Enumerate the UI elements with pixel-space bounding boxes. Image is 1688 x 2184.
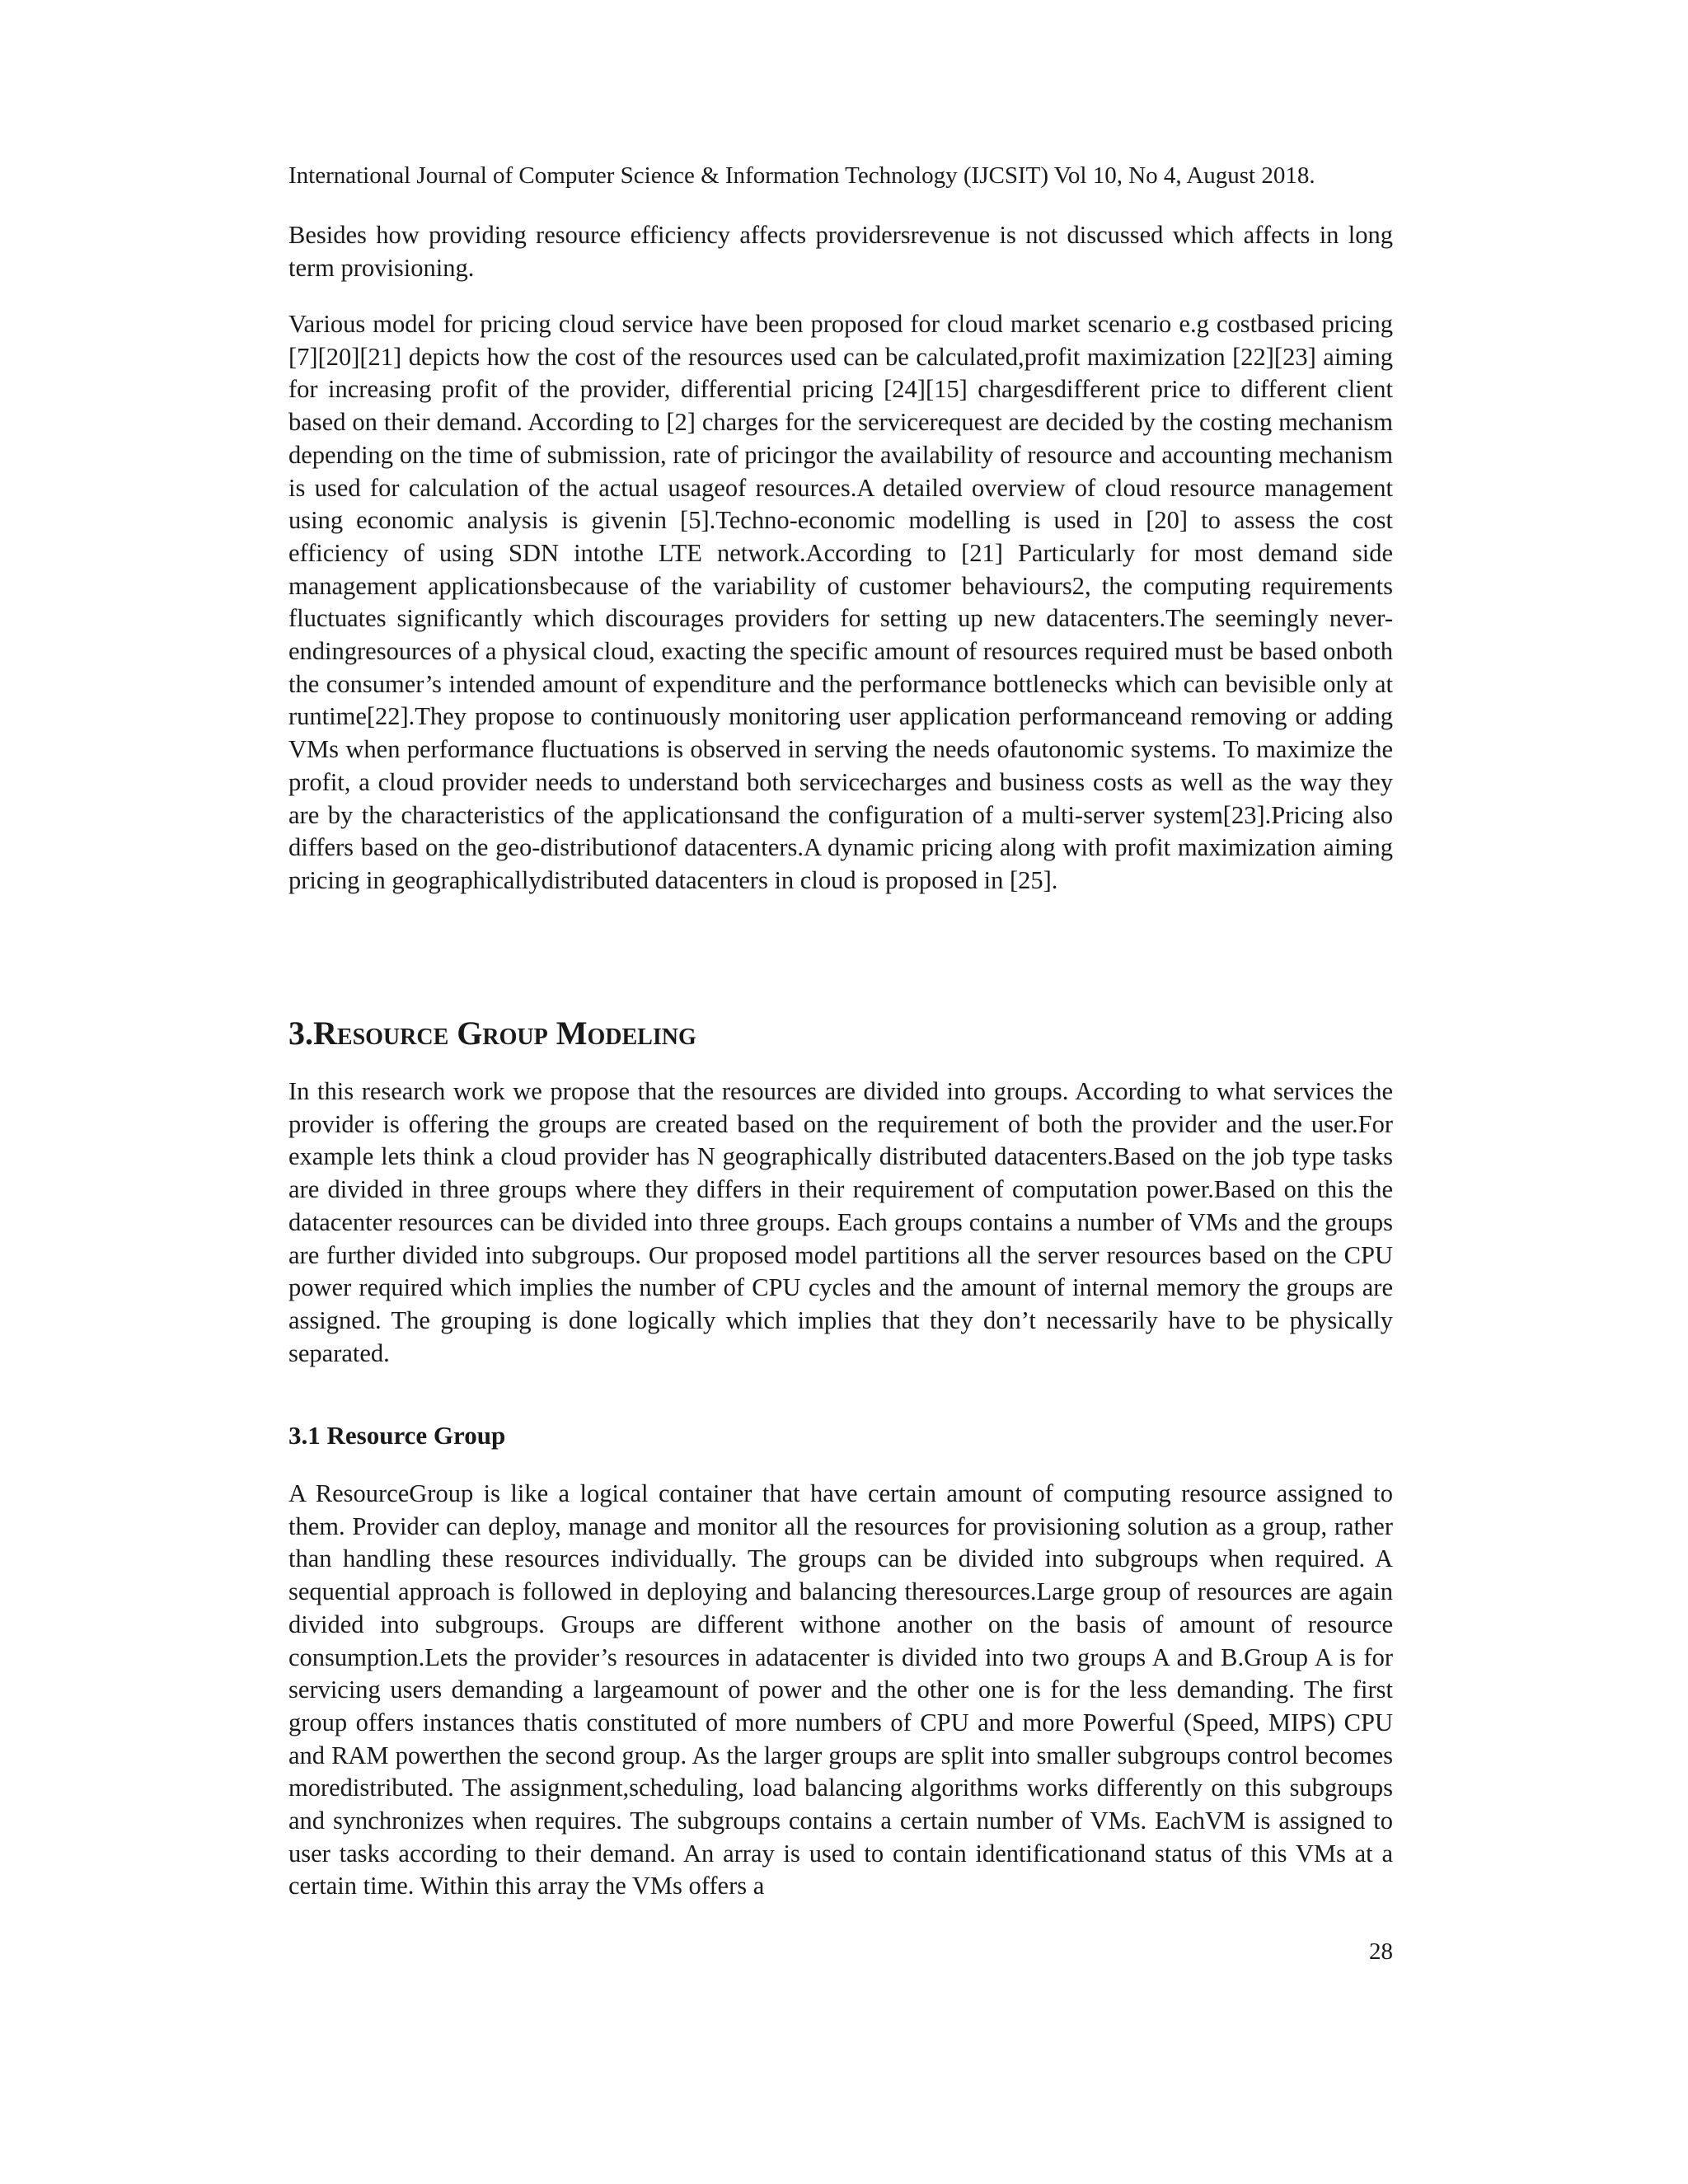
running-header: International Journal of Computer Science & Information Technology (IJCSIT) Vol 10, No 4, August 2018. <box>288 162 1315 189</box>
section-title-m: M <box>556 1015 588 1052</box>
paragraph-intro-continuation: Besides how providing resource efficiency affects providersrevenue is not discussed which affects in long term provisioning. <box>288 221 1393 282</box>
section-title-g: G <box>457 1015 483 1052</box>
subsection-heading: 3.1 Resource Group <box>288 1421 506 1450</box>
section-heading <box>288 1014 696 1053</box>
paragraph-resource-group: A ResourceGroup is like a logical container that have certain amount of computing resource assigned to them. Provider can deploy, manage and monitor all the resources for provisioning solution as a group, rather than handling these resources individually. The groups can be divided into subgroups when required. A sequential approach is followed in deploying and balancing theresources.Large group of resources are again divided into subgroups. Groups are different withone another on the basis of amount of resource consumption.Lets the provider’s resources in adatacenter is divided into two groups A and B.Group A is for servicing users demanding a largeamount of power and the other one is for the less demanding. The first group offers instances thatis constituted of more numbers of CPU and more Powerful (Speed, MIPS) CPU and RAM powerthen the second group. As the larger groups are split into smaller subgroups control becomes moredistributed. The assignment,scheduling, load balancing algorithms works differently on this subgroups and synchronizes when requires. The subgroups contains a certain number of VMs. EachVM is assigned to user tasks according to their demand. An array is used to contain identificationand status of this VMs at a certain time. Within this array the VMs offers a <box>288 1479 1393 1900</box>
section-title-r: R <box>313 1015 337 1052</box>
section-title-esource: esource <box>336 1015 449 1052</box>
section-number: 3. <box>288 1015 313 1052</box>
page-number: 28 <box>1369 1938 1393 1965</box>
section-title-roup: roup <box>482 1015 548 1052</box>
section-title-odeling: odeling <box>587 1015 696 1052</box>
paragraph-resource-group-modeling: In this research work we propose that the resources are divided into groups. According to what services the provider is offering the groups are created based on the requirement of both the provider and the user.For example lets think a cloud provider has N geographically distributed datacenters.Based on the job type tasks are divided in three groups where they differs in their requirement of computation power.Based on this the datacenter resources can be divided into three groups. Each groups contains a number of VMs and the groups are further divided into subgroups. Our proposed model partitions all the server resources based on the CPU power required which implies the number of CPU cycles and the amount of internal memory the groups are assigned. The grouping is done logically which implies that they don’t necessarily have to be physically separated. <box>288 1077 1393 1367</box>
paragraph-pricing-models: Various model for pricing cloud service have been proposed for cloud market scenario e.g costbased pricing [7][20][21] depicts how the cost of the resources used can be calculated,profit maximization [22][23] aiming for increasing profit of the provider, differential pricing [24][15] chargesdifferent price to different client based on their demand. According to [2] charges for the servicerequest are decided by the costing mechanism depending on the time of submission, rate of pricingor the availability of resource and accounting mechanism is used for calculation of the actual usageof resources.A detailed overview of cloud resource management using economic analysis is givenin [5].Techno-economic modelling is used in [20] to assess the cost efficiency of using SDN intothe LTE network.According to [21] Particularly for most demand side management applicationsbecause of the variability of customer behaviours2, the computing requirements fluctuates significantly which discourages providers for setting up new datacenters.The seemingly never-endingresources of a physical cloud, exacting the specific amount of resources required must be based onboth the consumer’s intended amount of expenditure and the performance bottlenecks which can bevisible only at runtime[22].They propose to continuously monitoring user application performanceand removing or adding VMs when performance fluctuations is observed in serving the needs ofautonomic systems. To maximize the profit, a cloud provider needs to understand both servicecharges and business costs as well as the way they are by the characteristics of the applicationsand the configuration of a multi-server system[23].Pricing also differs based on the geo-distributionof datacenters.A dynamic pricing along with profit maximization aiming pricing in geographicallydistributed datacenters in cloud is proposed in [25]. <box>288 310 1393 894</box>
